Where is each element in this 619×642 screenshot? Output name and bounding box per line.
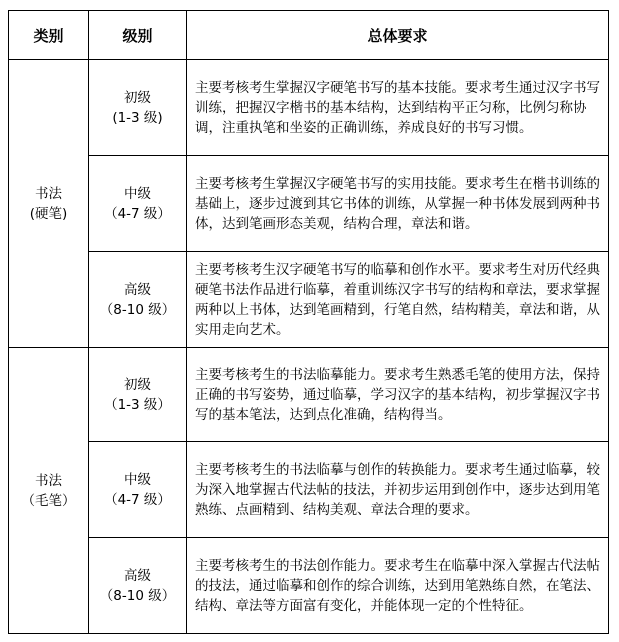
table-row — [9, 156, 609, 252]
level-range: （4-7 级） — [104, 491, 171, 508]
level-range: （8-10 级） — [99, 301, 176, 318]
category-cell-brush — [9, 348, 89, 634]
requirement-cell: 主要考核考生的书法临摹能力。要求考生熟悉毛笔的使用方法，保持正确的书写姿势，通过临摹，学习汉字的基本结构，初步掌握汉字书写的基本笔法，达到点化准确，结构得当。 — [187, 348, 609, 442]
level-cell — [89, 348, 187, 442]
table-row — [9, 538, 609, 634]
level-name: 高级 — [124, 281, 151, 298]
level-cell — [89, 60, 187, 156]
level-cell — [89, 442, 187, 538]
header-level: 级别 — [89, 11, 187, 60]
level-cell — [89, 252, 187, 348]
table-row — [9, 348, 609, 442]
level-cell — [89, 156, 187, 252]
level-name: 中级 — [124, 185, 151, 202]
level-name: 高级 — [124, 567, 151, 584]
category-type: （毛笔） — [21, 492, 76, 509]
requirement-cell: 主要考核考生掌握汉字硬笔书写的基本技能。要求考生通过汉字书写训练，把握汉字楷书的基本结构，达到结构平正匀称，比例匀称协调，注重执笔和坐姿的正确训练，养成良好的书写习惯。 — [187, 60, 609, 156]
header-requirement: 总体要求 — [187, 11, 609, 60]
level-name: 初级 — [124, 89, 151, 106]
level-name: 初级 — [124, 376, 151, 393]
category-name: 书法 — [35, 185, 62, 202]
level-range: (1-3 级) — [112, 109, 163, 126]
requirement-cell: 主要考核考生汉字硬笔书写的临摹和创作水平。要求考生对历代经典硬笔书法作品进行临摹，着重训练汉字书写的结构和章法，要求掌握两种以上书体，达到笔画精到，行笔自然，结构精美，章法和谐，从实用走向艺术。 — [187, 252, 609, 348]
requirement-cell: 主要考核考生掌握汉字硬笔书写的实用技能。要求考生在楷书训练的基础上，逐步过渡到其它书体的训练，从掌握一种书体发展到两种书体，达到笔画形态美观，结构合理，章法和谐。 — [187, 156, 609, 252]
table-row — [9, 60, 609, 156]
level-range: （8-10 级） — [99, 587, 176, 604]
header-category: 类别 — [9, 11, 89, 60]
requirement-cell: 主要考核考生的书法创作能力。要求考生在临摹中深入掌握古代法帖的技法，通过临摹和创作的综合训练，达到用笔熟练自然，在笔法、结构、章法等方面富有变化，并能体现一定的个性特征。 — [187, 538, 609, 634]
category-cell-hard-pen — [9, 60, 89, 348]
level-range: （4-7 级） — [104, 205, 171, 222]
requirement-cell: 主要考核考生的书法临摹与创作的转换能力。要求考生通过临摹，较为深入地掌握古代法帖的技法，并初步运用到创作中，逐步达到用笔熟练、点画精到、结构美观、章法合理的要求。 — [187, 442, 609, 538]
table-row — [9, 442, 609, 538]
level-range: （1-3 级） — [104, 396, 171, 413]
header-row — [9, 11, 609, 60]
requirements-table — [8, 10, 609, 634]
category-type: (硬笔) — [29, 205, 68, 222]
table-row — [9, 252, 609, 348]
level-name: 中级 — [124, 471, 151, 488]
level-cell — [89, 538, 187, 634]
category-name: 书法 — [35, 472, 62, 489]
